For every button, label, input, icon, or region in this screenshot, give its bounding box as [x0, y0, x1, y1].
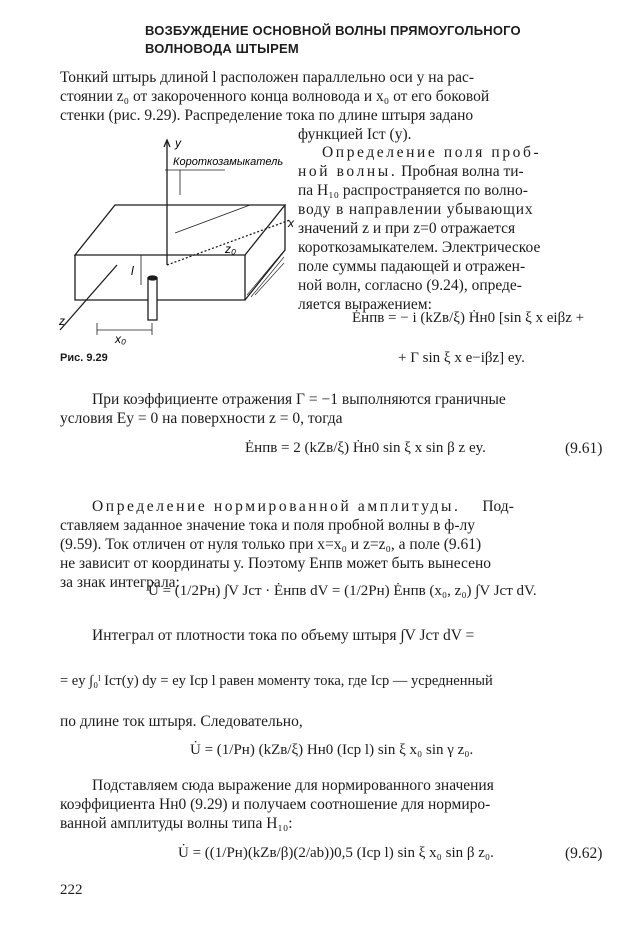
reflection-line-1: При коэффициенте отражения Γ = −1 выполняются граничные: [92, 391, 506, 408]
norm-amp-line-4: за знак интеграла:: [60, 574, 180, 591]
integral-line-3: по длине ток штыря. Следовательно,: [60, 713, 303, 730]
fig-label-short: Короткозамыкатель: [173, 156, 284, 168]
eq-probe-part2: + Γ sin ξ x e−iβz] ey.: [398, 350, 525, 366]
box-top-face: [75, 205, 285, 255]
intro-line-4: функцией Iст (y).: [298, 126, 412, 143]
integral-line-1: Интеграл от плотности тока по объему штыря ∫V Jст dV =: [92, 627, 475, 644]
norm-amp-line-2: (9.59). Ток отличен от нуля только при x=x₀ и z=z₀, а поле (9.61): [60, 536, 482, 553]
fig-axis-z: z: [59, 314, 65, 328]
figure-caption: Рис. 9.29: [60, 352, 108, 364]
probe-line-8: ляется выражением:: [298, 296, 432, 313]
probe-line-6: поле суммы падающей и отражен-: [298, 258, 526, 275]
waveguide-figure: [55, 135, 300, 355]
eq-961-number: (9.61): [565, 440, 603, 457]
norm-amp-heading: Определение нормированной амплитуды.: [92, 498, 461, 515]
intro-line-1: Тонкий штырь длиной l расположен параллельно оси y на рас-: [60, 69, 475, 86]
section-title-line-1: ВОЗБУЖДЕНИЕ ОСНОВНОЙ ВОЛНЫ ПРЯМОУГОЛЬНОГО: [145, 23, 521, 38]
fig-label-x0: x₀: [115, 332, 127, 346]
box-side-face: [245, 205, 285, 300]
box-front-face: [75, 255, 245, 300]
final-line-1: Подставляем сюда выражение для нормированного значения: [92, 777, 494, 794]
page-number: 222: [60, 882, 83, 898]
eq-961: Ėнпв = 2 (kZв/ξ) Ḣн0 sin ξ x sin β z ey.: [245, 440, 486, 456]
eq-u1: U̇ = (1/2Pн) ∫V Jст · Ėнпв dV = (1/2Pн) Ėнпв (x₀, z₀) ∫V Jст dV.: [148, 583, 537, 599]
eq-u2: U̇ = (1/Pн) (kZв/ξ) Hн0 (Iср l) sin ξ x₀ sin γ z₀.: [190, 742, 474, 758]
eq-probe-part1: Ėнпв = − i (kZв/ξ) Ḣн0 [sin ξ x eiβz +: [352, 310, 585, 326]
norm-amp-heading-rest: Под-: [482, 498, 514, 515]
final-line-3: ванной амплитуды волны типа H₁₀:: [60, 815, 293, 832]
section-title-line-2: ВОЛНОВОДА ШТЫРЕМ: [145, 41, 299, 56]
probe-line-2: па H₁₀ распространяется по волно-: [298, 182, 528, 199]
fig-label-l: l: [131, 264, 134, 278]
fig-axis-y: y: [175, 136, 181, 150]
probe-line-7: ной волн, согласно (9.24), опреде-: [298, 277, 522, 294]
probe-heading: Определение поля проб-: [322, 144, 542, 161]
probe-rod: [148, 278, 157, 320]
eq-962: U̇ = ((1/Pн)(kZв/β)(2/ab))0,5 (Iср l) sin ξ x₀ sin β z₀.: [178, 845, 494, 861]
probe-line-4: значений z и при z=0 отражается: [298, 220, 516, 237]
fig-label-z0: z₀: [225, 242, 237, 256]
integral-line-2: = ey ∫₀ˡ Iст(y) dy = ey Iср l равен моменту тока, где Iср — усредненный: [60, 673, 493, 689]
eq-962-number: (9.62): [565, 845, 603, 862]
intro-line-3: стенки (рис. 9.29). Распределение тока по длине штыря задано: [60, 107, 474, 124]
probe-line-5: короткозамыкателем. Электрическое: [298, 239, 541, 256]
section-title: [145, 22, 585, 58]
norm-amp-line-1: ставляем заданное значение тока и поля пробной волны в ф-лу: [60, 517, 475, 534]
fig-axis-x: x: [288, 216, 294, 230]
probe-line-1-rest: Пробная волна ти-: [401, 163, 524, 180]
norm-amp-line-3: не зависит от координаты y. Поэтому Eнпв может быть вынесено: [60, 555, 491, 572]
probe-line-3: воду в направлении убывающих: [298, 201, 534, 218]
final-line-2: коэффициента Hн0 (9.29) и получаем соотношение для нормиро-: [60, 796, 491, 813]
reflection-line-2: условия Ey = 0 на поверхности z = 0, тогда: [60, 410, 343, 427]
z-axis-line: [60, 265, 117, 330]
probe-heading-cont: ной волны.: [298, 163, 398, 180]
intro-line-2: стоянии z₀ от закороченного конца волновода и x₀ от его боковой: [60, 88, 490, 105]
